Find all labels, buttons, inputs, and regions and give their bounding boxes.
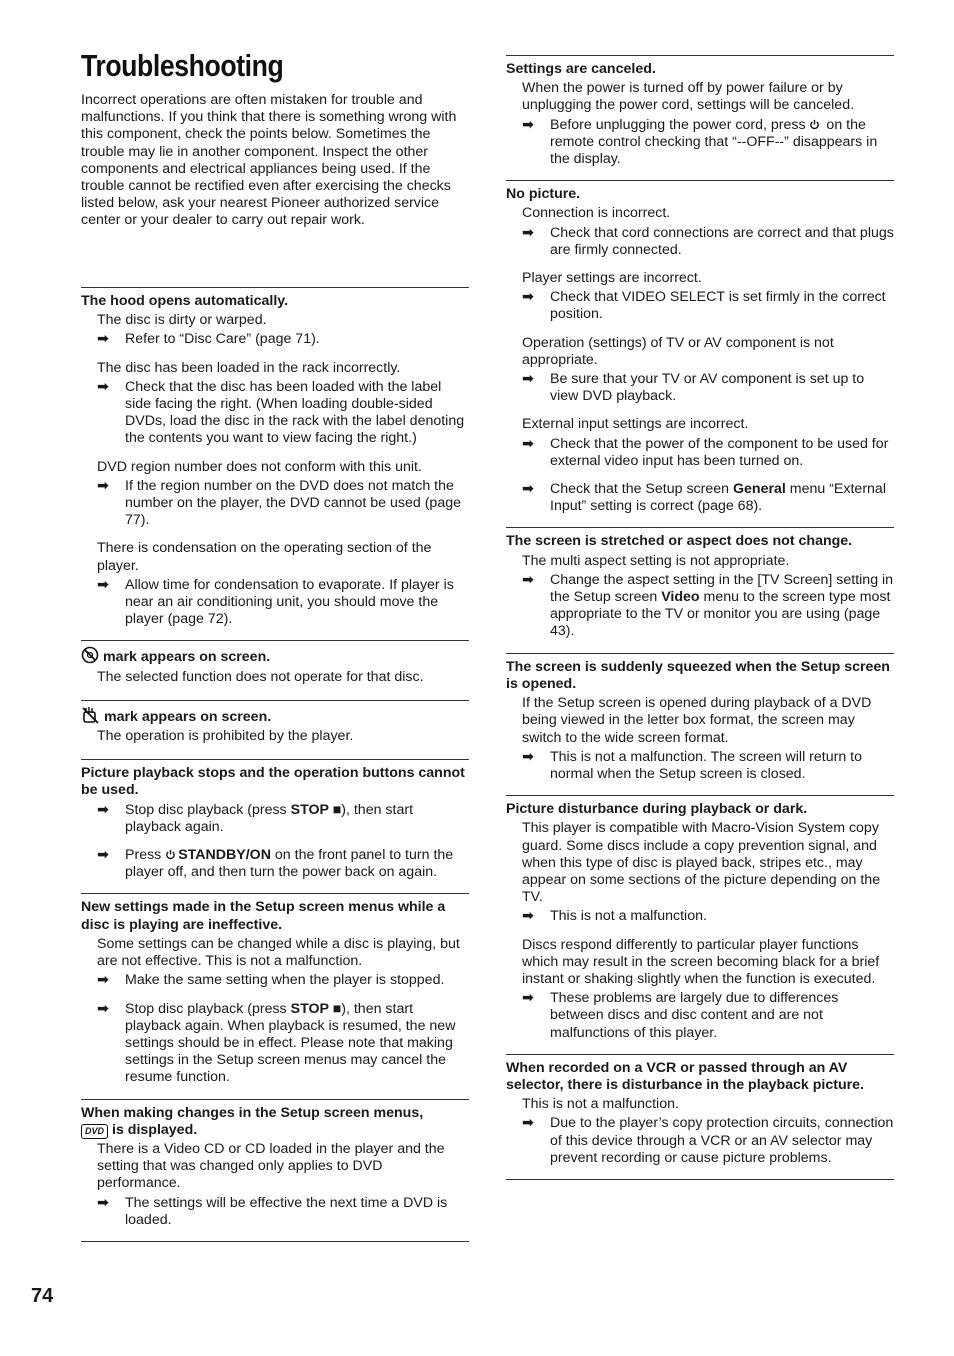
solution-text-part: Change the aspect setting in the [TV Screen] setting in the Setup screen — [550, 571, 894, 606]
power-icon — [809, 119, 820, 130]
cause-text: The operation is prohibited by the player. — [97, 728, 354, 745]
dvd-icon: DVD — [81, 1124, 108, 1139]
arrow-icon: ➡ — [97, 378, 109, 395]
arrow-icon: ➡ — [97, 972, 109, 989]
solution — [97, 478, 469, 530]
cause-text: Some settings can be changed while a disc is playing, but are not effective. This is not a malfunction. — [97, 935, 460, 970]
solution-text-part: Press — [125, 847, 166, 864]
video-menu-label: Video — [661, 589, 700, 606]
cause-text: Discs respond differently to particular player functions which may result in the screen becoming black for a brief instant or shaking slightly when the function is executed. — [522, 936, 880, 987]
solution-text-part: ), then start playback again. When playback is resumed, the new settings should be in effect. Please note that making settings in the Setup screen menus may cancel the resume function. — [125, 1000, 456, 1086]
solution-text — [550, 481, 894, 515]
arrow-icon: ➡ — [97, 1194, 109, 1211]
arrow-icon: ➡ — [522, 224, 534, 241]
section-title — [81, 1105, 469, 1139]
solution-text: Check that the disc has been loaded with the label side facing the right. (When loading double-sided DVDs, load the disc in the rack with the label denoting the contents you want to view facing the right.) — [125, 378, 465, 447]
solution-text-part: on the front panel to turn the player off, and then turn the power back on again. — [125, 847, 454, 881]
solution — [522, 990, 894, 1042]
cause-text: Connection is incorrect. — [522, 205, 671, 222]
cause-text: The multi aspect setting is not appropriate. — [522, 552, 790, 569]
prohibited-disc-icon — [81, 646, 99, 664]
arrow-icon: ➡ — [97, 847, 109, 864]
solution — [97, 379, 469, 448]
solution — [97, 802, 469, 836]
arrow-icon: ➡ — [97, 477, 109, 494]
section-title: Picture playback stops and the operation buttons cannot be used. — [81, 765, 465, 799]
section-hand-mark — [81, 700, 469, 759]
stop-key-label: STOP ■ — [290, 1000, 342, 1017]
solution — [522, 436, 894, 470]
section-title-text: When making changes in the Setup screen menus, — [81, 1104, 424, 1121]
arrow-icon: ➡ — [97, 1000, 109, 1017]
arrow-icon: ➡ — [522, 289, 534, 306]
arrow-icon: ➡ — [522, 748, 534, 765]
arrow-icon: ➡ — [522, 435, 534, 452]
solution-text: Due to the player’s copy protection circuits, connection of this device through a VCR or an AV selector may prevent recording or cause picture problems. — [550, 1115, 894, 1166]
section-dvd-mark — [81, 1099, 469, 1242]
section-title: When recorded on a VCR or passed through an AV selector, there is disturbance in the playback picture. — [506, 1059, 864, 1093]
section-title-text: is displayed. — [112, 1121, 198, 1138]
section-playback-stops — [81, 759, 469, 893]
solution-text-part: Stop disc playback (press — [125, 801, 291, 818]
general-menu-label: General — [732, 481, 786, 498]
solution-text-part: Before unplugging the power cord, press — [550, 116, 810, 133]
solution-text: Make the same setting when the player is stopped. — [125, 972, 445, 989]
solution — [97, 847, 469, 881]
arrow-icon: ➡ — [522, 908, 534, 925]
solution — [522, 117, 894, 169]
solution — [522, 749, 894, 783]
power-icon — [165, 849, 176, 860]
left-column — [81, 287, 469, 1242]
section-hood-opens — [81, 287, 469, 640]
cause-text: DVD region number does not conform with this unit. — [97, 458, 422, 475]
cause-text: External input settings are incorrect. — [522, 416, 749, 433]
arrow-icon: ➡ — [522, 116, 534, 133]
intro-paragraph: Incorrect operations are often mistaken for trouble and malfunctions. If you think that there is something wrong with this component, check the points below. Sometimes the trouble may lie in another component. Inspect the other components and electrical appliances being used. If the trouble cannot be rectified even after exercising the checks listed below, ask your nearest Pioneer authorized service center or your dealer to carry out repair work. — [81, 92, 457, 229]
solution-text-part: Stop disc playback (press — [125, 1000, 291, 1017]
arrow-icon: ➡ — [522, 481, 534, 498]
solution — [97, 577, 469, 629]
solution-text — [550, 117, 894, 169]
cause-text: If the Setup screen is opened during playback of a DVD being viewed in the letter box format, the screen may switch to the wide screen format. — [522, 695, 872, 746]
solution-text-part: menu to the screen type most appropriate to the TV or monitor you are using (page 43). — [550, 589, 891, 640]
section-title: The screen is suddenly squeezed when the Setup screen is opened. — [506, 658, 890, 692]
arrow-icon: ➡ — [97, 801, 109, 818]
cause-text: The disc has been loaded in the rack incorrectly. — [97, 359, 401, 376]
solution-text — [125, 802, 469, 836]
section-screen-squeezed — [506, 653, 894, 795]
cause-text: There is a Video CD or CD loaded in the player and the setting that was changed only applies to DVD performance. — [97, 1140, 445, 1192]
section-title-text: mark appears on screen. — [104, 708, 272, 725]
solution-text: This is not a malfunction. — [550, 908, 707, 925]
cause-text: There is condensation on the operating section of the player. — [97, 540, 432, 574]
solution — [522, 371, 894, 405]
section-settings-canceled — [506, 55, 894, 180]
solution-text — [550, 572, 894, 641]
solution — [522, 289, 894, 323]
solution — [522, 908, 894, 925]
section-picture-disturbance — [506, 795, 894, 1054]
solution-text: Check that the power of the component to be used for external video input has been turned on. — [550, 435, 889, 469]
section-new-settings — [81, 893, 469, 1098]
arrow-icon: ➡ — [97, 331, 109, 348]
cause-text: The disc is dirty or warped. — [97, 312, 267, 329]
solution — [97, 1001, 469, 1087]
solution — [522, 225, 894, 259]
arrow-icon: ➡ — [522, 371, 534, 388]
solution — [522, 481, 894, 515]
section-no-picture — [506, 180, 894, 527]
section-disc-mark — [81, 640, 469, 699]
standby-key-label: STANDBY/ON — [178, 847, 271, 864]
solution — [522, 1115, 894, 1167]
solution-text — [125, 847, 469, 881]
arrow-icon: ➡ — [522, 1115, 534, 1132]
page-title: Troubleshooting — [81, 48, 284, 83]
section-title-text: mark appears on screen. — [103, 649, 271, 666]
cause-text: Operation (settings) of TV or AV component is not appropriate. — [522, 334, 834, 368]
solution — [97, 331, 469, 348]
cause-text: This is not a malfunction. — [522, 1096, 679, 1113]
section-title: Settings are canceled. — [506, 61, 656, 77]
prohibited-hand-icon — [81, 706, 100, 724]
section-title: Picture disturbance during playback or dark. — [506, 801, 808, 818]
solution-text-part: on the remote control checking that “--OFF--” disappears in the display. — [550, 116, 878, 168]
section-title — [81, 706, 469, 726]
arrow-icon: ➡ — [97, 576, 109, 593]
solution — [97, 972, 469, 989]
solution-text: Check that cord connections are correct and that plugs are firmly connected. — [550, 224, 894, 258]
section-title: No picture. — [506, 186, 581, 203]
cause-text: Player settings are incorrect. — [522, 270, 702, 287]
section-screen-stretched — [506, 527, 894, 652]
right-column — [506, 55, 894, 1180]
solution-text: This is not a malfunction. The screen will return to normal when the Setup screen is closed. — [550, 748, 863, 782]
solution-text: If the region number on the DVD does not match the number on the player, the DVD cannot be used (page 77). — [125, 477, 461, 529]
cause-text: This player is compatible with Macro-Vision System copy guard. Some discs include a copy prevention signal, and when this type of disc is played back, stripes etc., may appear on some sections of the picture depending on the TV. — [522, 820, 881, 906]
solution-text-part: menu “External Input” setting is correct (page 68). — [550, 481, 886, 515]
solution — [522, 572, 894, 641]
stop-key-label: STOP ■ — [290, 801, 342, 818]
arrow-icon: ➡ — [522, 571, 534, 588]
solution-text-part: Check that the Setup screen — [550, 481, 733, 498]
arrow-icon: ➡ — [522, 990, 534, 1007]
solution-text: Allow time for condensation to evaporate. If player is near an air conditioning unit, you should move the player (page 72). — [125, 576, 454, 628]
solution-text-part: ), then start playback again. — [125, 801, 414, 835]
section-title — [81, 646, 469, 666]
page-number: 74 — [31, 1285, 54, 1307]
section-vcr-disturbance — [506, 1054, 894, 1180]
solution-text: These problems are largely due to differences between discs and disc content and are not malfunctions of this player. — [550, 990, 839, 1041]
solution — [97, 1195, 469, 1229]
solution-text — [125, 1001, 469, 1087]
section-title: The screen is stretched or aspect does not change. — [506, 533, 853, 550]
solution-text: Refer to “Disc Care” (page 71). — [125, 331, 320, 348]
solution-text: Be sure that your TV or AV component is set up to view DVD playback. — [550, 371, 865, 405]
section-title: New settings made in the Setup screen menus while a disc is playing are ineffective. — [81, 899, 446, 933]
section-title: The hood opens automatically. — [81, 293, 289, 309]
solution-text: The settings will be effective the next time a DVD is loaded. — [125, 1194, 448, 1228]
cause-text: When the power is turned off by power failure or by unplugging the power cord, settings will be canceled. — [522, 80, 855, 114]
solution-text: Check that VIDEO SELECT is set firmly in the correct position. — [550, 289, 886, 323]
cause-text: The selected function does not operate for that disc. — [97, 668, 424, 685]
